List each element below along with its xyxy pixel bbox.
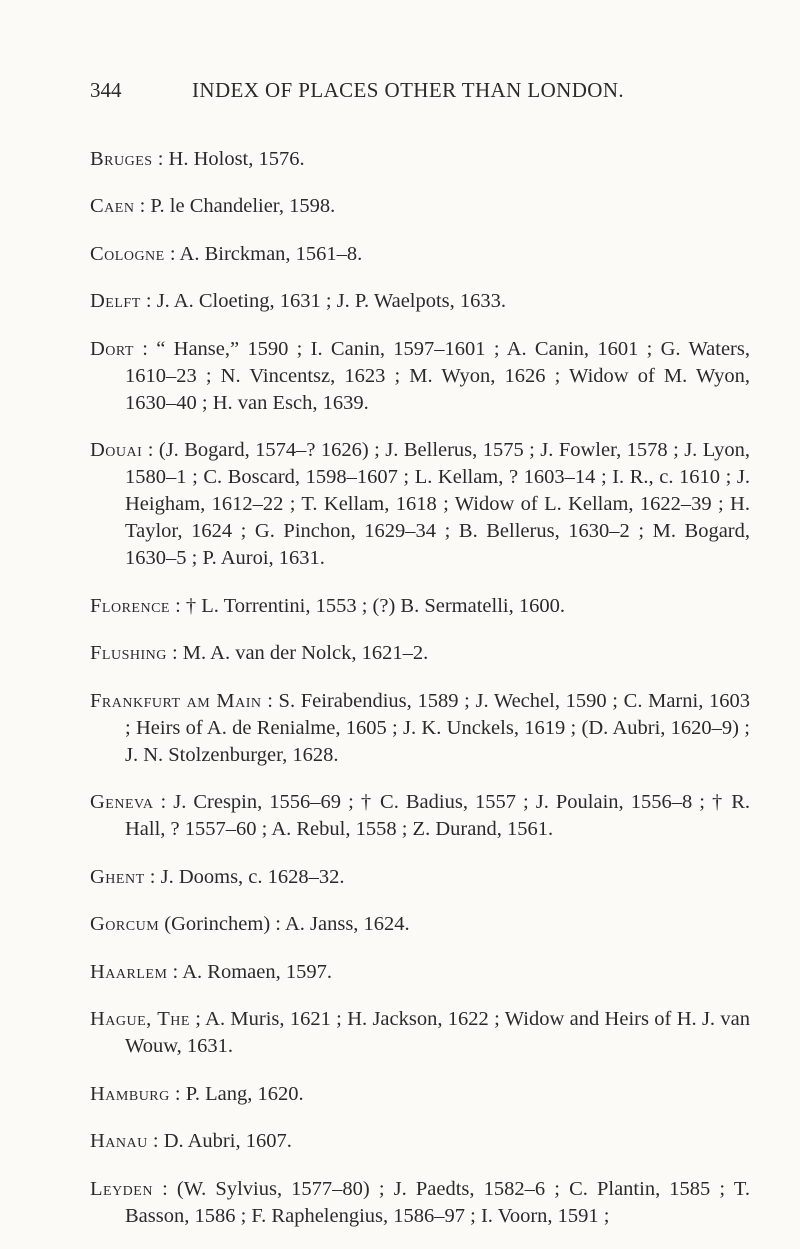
place-name: Leyden: [90, 1177, 153, 1200]
place-name: Caen: [90, 195, 135, 217]
index-entry: [90, 1128, 750, 1155]
page-header: [90, 78, 750, 108]
place-name: Haarlem: [90, 960, 168, 983]
index-entry: [90, 640, 750, 667]
printer-list: : J. A. Cloeting, 1631 ; J. P. Waelpots, 1633.: [140, 290, 507, 312]
place-name: Hague, The: [90, 1008, 190, 1030]
printer-list: : M. A. van der Nolck, 1621–2.: [166, 642, 429, 664]
printer-list: : A. Birckman, 1561–8.: [164, 242, 363, 265]
printer-list: : P. Lang, 1620.: [169, 1082, 304, 1105]
place-name: Cologne: [90, 242, 165, 265]
index-entry: [90, 959, 750, 986]
index-entry: [90, 1176, 750, 1230]
place-name: Gorcum: [90, 913, 160, 935]
place-name: Florence: [90, 594, 170, 617]
index-entry: [90, 437, 750, 572]
index-entry: [90, 789, 750, 843]
running-head: INDEX OF PLACES OTHER THAN LONDON.: [192, 78, 625, 102]
printer-list: : H. Holost, 1576.: [152, 147, 305, 170]
index-entry: [90, 864, 750, 891]
place-name: Flushing: [90, 642, 167, 664]
place-name: Delft: [90, 290, 141, 312]
printer-list: : P. le Chandelier, 1598.: [134, 195, 336, 217]
index-entry: [90, 241, 750, 268]
place-name: Hanau: [90, 1130, 148, 1152]
place-name: Dort: [90, 337, 134, 360]
place-name: Hamburg: [90, 1082, 170, 1105]
index-entry: [90, 288, 750, 315]
printer-list: : (J. Bogard, 1574–? 1626) ; J. Bellerus, 1575 ; J. Fowler, 1578 ; J. Lyon, 1580–1 ; C. Boscard, 1598–1607 ; L. Kellam, ? 1603–14 ; I. R., c. 1610 ; J. Heigham, 1612–22 ; T. Kellam, 1618 ; Widow of L. Kellam, 1622–39 ; H. Taylor, 1624 ; G. Pinchon, 1629–34 ; B. Bellerus, 1630–2 ; M. Bogard, 1630–5 ; P. Auroi, 1631.: [125, 439, 750, 569]
index-entry: [90, 593, 750, 620]
index-entry: [90, 1006, 750, 1060]
index-entry: [90, 193, 750, 220]
place-name: Ghent: [90, 865, 145, 888]
place-name: Bruges: [90, 147, 153, 170]
index-entry: [90, 911, 750, 938]
index-entry: [90, 336, 750, 417]
index-entry: [90, 688, 750, 769]
printer-list: : (W. Sylvius, 1577–80) ; J. Paedts, 1582–6 ; C. Plantin, 1585 ; T. Basson, 1586 ; F. Raphelengius, 1586–97 ; I. Voorn, 1591 ;: [125, 1177, 750, 1227]
page-number: 344: [90, 78, 122, 102]
index-entry: [90, 1081, 750, 1108]
printer-list: : D. Aubri, 1607.: [147, 1130, 292, 1152]
place-name: Geneva: [90, 791, 154, 813]
printer-list: : J. Crespin, 1556–69 ; † C. Badius, 1557 ; J. Poulain, 1556–8 ; † R. Hall, ? 1557–60 ; A. Rebul, 1558 ; Z. Durand, 1561.: [125, 791, 750, 840]
place-name: Frankfurt am Main: [90, 689, 262, 712]
printer-list: : A. Romaen, 1597.: [167, 960, 332, 983]
printer-list: ; A. Muris, 1621 ; H. Jackson, 1622 ; Widow and Heirs of H. J. van Wouw, 1631.: [125, 1008, 750, 1057]
printer-list: : S. Feirabendius, 1589 ; J. Wechel, 1590 ; C. Marni, 1603 ; Heirs of A. de Renialme, 1605 ; J. K. Unckels, 1619 ; (D. Aubri, 1620–9) ; J. N. Stolzenburger, 1628.: [125, 689, 751, 766]
printer-list: (Gorinchem) : A. Janss, 1624.: [159, 913, 410, 935]
index-entry: [90, 146, 750, 173]
printer-list: : † L. Torrentini, 1553 ; (?) B. Sermatelli, 1600.: [169, 594, 565, 617]
index-entries: [90, 125, 750, 1249]
place-name: Douai: [90, 439, 143, 461]
printer-list: : “ Hanse,” 1590 ; I. Canin, 1597–1601 ; A. Canin, 1601 ; G. Waters, 1610–23 ; N. Vincentsz, 1623 ; M. Wyon, 1626 ; Widow of M. Wyon, 1630–40 ; H. van Esch, 1639.: [125, 337, 750, 414]
printer-list: : J. Dooms, c. 1628–32.: [144, 865, 345, 888]
